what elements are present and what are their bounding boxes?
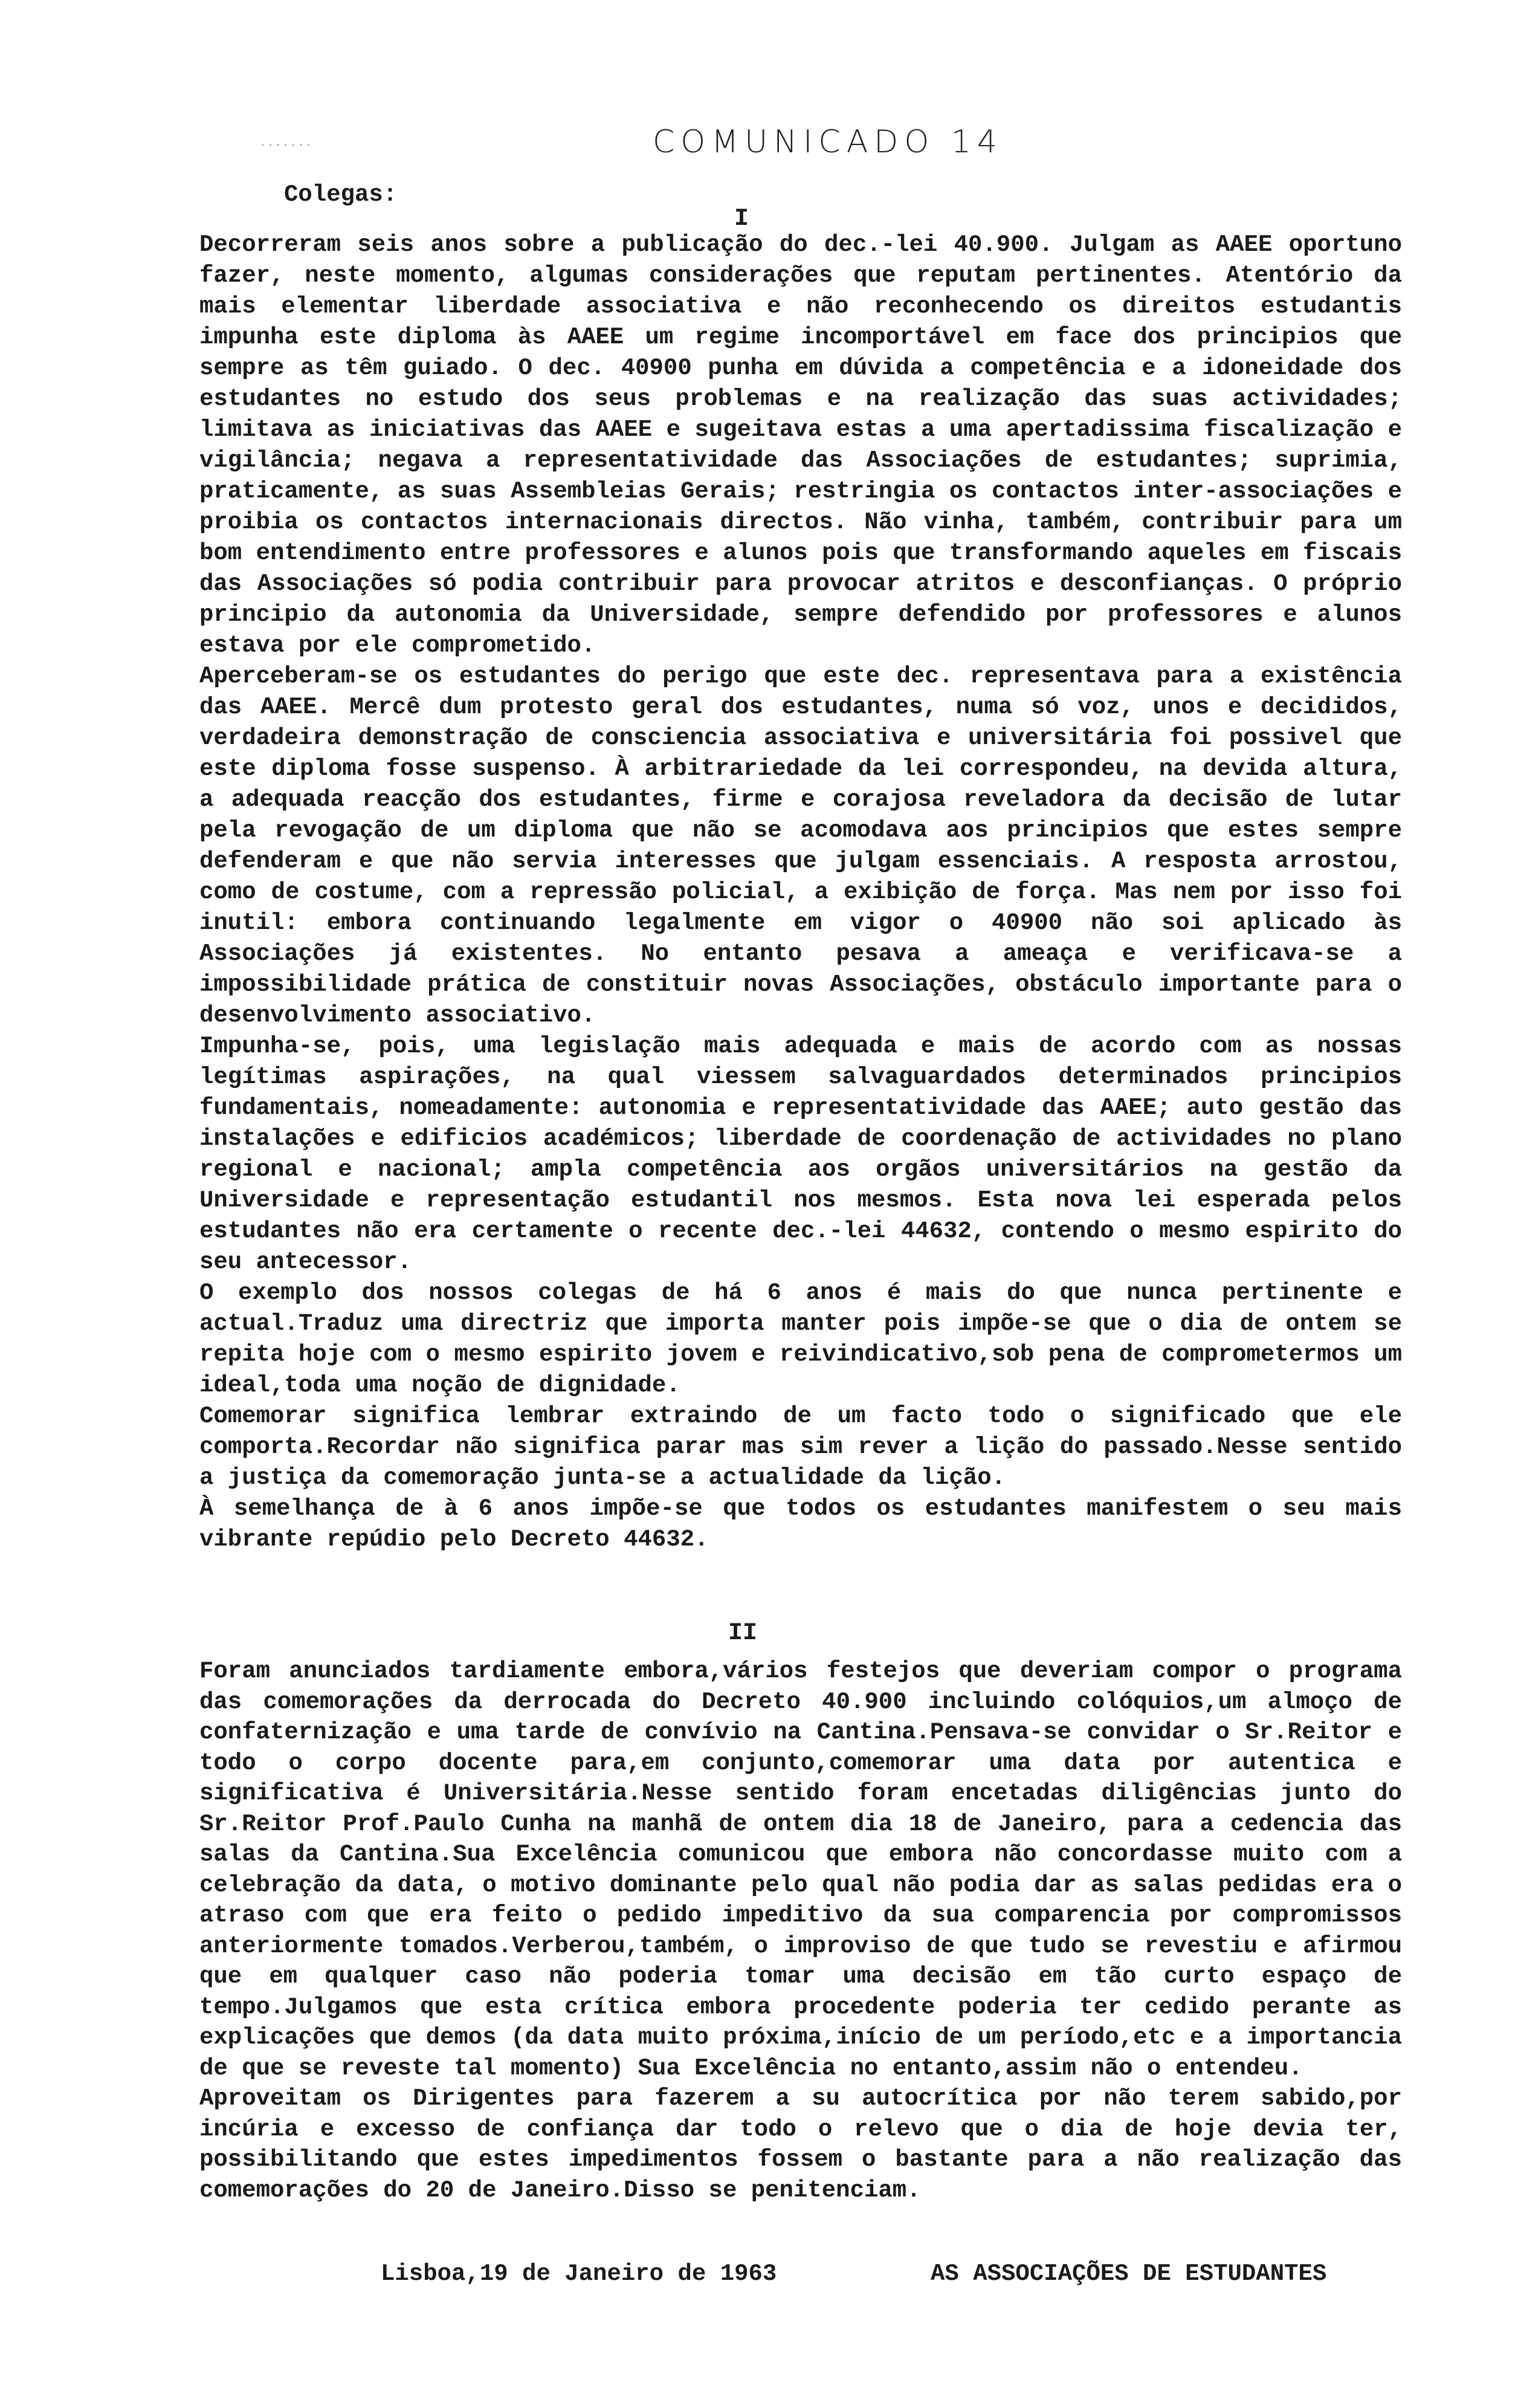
paragraph: À semelhança de à 6 anos impõe-se que todos os estudantes manifestem o seu mais vibrante repúdio pelo Decreto 44632. — [199, 1495, 1402, 1553]
section-numeral-2: II — [728, 1620, 758, 1647]
section-2-body — [199, 1656, 1402, 2206]
paragraph: Decorreram seis anos sobre a publicação do dec.-lei 40.900. Julgam as AAEE oportuno fazer, neste momento, algumas considerações que reputam pertinentes. Atentório da mais elementar liberdade associativa e não reconhecendo os direitos estudantis impunha este diploma às AAEE um regime incomportável em face dos principios que sempre as têm guiado. O dec. 40900 punha em dúvida a competência e a idoneidade dos estudantes no estudo dos seus problemas e na realização das suas actividades; limitava as iniciativas das AAEE e sugeitava estas a uma apertadissima fiscalização e vigilância; negava a representatividade das Associações de estudantes; suprimia, praticamente, as suas Assembleias Gerais; restringia os contactos inter-associações e proibia os contactos internacionais directos. Não vinha, também, contribuir para um bom entendimento entre professores e alunos pois que transformando aqueles em fiscais das Associações só podia contribuir para provocar atritos e desconfianças. O próprio principio da autonomia da Universidade, sempre defendido por professores e alunos estava por ele comprometido. — [199, 231, 1402, 659]
section-1-body — [199, 230, 1402, 1555]
place-date: Lisboa,19 de Janeiro de 1963 — [381, 2261, 777, 2287]
document-title: COMUNICADO 14 — [653, 124, 1003, 160]
section-numeral-1: I — [734, 206, 749, 233]
paragraph: Foram anunciados tardiamente embora,vários festejos que deveriam compor o programa das comemorações da derrocada do Decreto 40.900 incluindo colóquios,um almoço de confaternização e uma tarde de convívio na Cantina.Pensava-se convidar o Sr.Reitor e todo o corpo docente para,em conjunto,comemorar uma data por autentica e significativa é Universitária.Nesse sentido foram encetadas diligências junto do Sr.Reitor Prof.Paulo Cunha na manhã de ontem dia 18 de Janeiro, para a cedencia das salas da Cantina.Sua Excelência comunicou que embora não concordasse muito com a celebração da data, o motivo dominante pelo qual não podia dar as salas pedidas era o atraso com que era feito o pedido impeditivo da sua comparencia por compromissos anteriormente tomados.Verberou,também, o improviso de que tudo se revestiu e afirmou que em qualquer caso não poderia tomar uma decisão em tão curto espaço de tempo.Julgamos que esta crítica embora procedente poderia ter cedido perante as explicações que demos (da data muito próxima,início de um período,etc e a importancia de que se reveste tal momento) Sua Excelência no entanto,assim não o entendeu. — [199, 1658, 1402, 2082]
paragraph: Comemorar significa lembrar extraindo de um facto todo o significado que ele comporta.Recordar não significa parar mas sim rever a lição do passado.Nesse sentido a justiça da comemoração junta-se a actualidade da lição. — [199, 1403, 1402, 1491]
paragraph: Aperceberam-se os estudantes do perigo que este dec. representava para a existência das AAEE. Mercê dum protesto geral dos estudantes, numa só voz, unos e decididos, verdadeira demonstração de consciencia associativa e universitária foi possivel que este diploma fosse suspenso. À arbitrariedade da lei correspondeu, na devida altura, a adequada reacção dos estudantes, firme e corajosa reveladora da decisão de lutar pela revogação de um diploma que não se acomodava aos principios que estes sempre defenderam e que não servia interesses que julgam essenciais. A resposta arrostou, como de costume, com a repressão policial, a exibição de força. Mas nem por isso foi inutil: embora continuando legalmente em vigor o 40900 não soi aplicado às Associações já existentes. No entanto pesava a ameaça e verificava-se a impossibilidade prática de constituir novas Associações, obstáculo importante para o desenvolvimento associativo. — [199, 663, 1402, 1029]
paragraph: O exemplo dos nossos colegas de há 6 anos é mais do que nunca pertinente e actual.Traduz uma directriz que importa manter pois impõe-se que o dia de ontem se repita hoje com o mesmo espirito jovem e reivindicativo,sob pena de comprometermos um ideal,toda uma noção de dignidade. — [199, 1280, 1402, 1399]
paragraph: Impunha-se, pois, uma legislação mais adequada e mais de acordo com as nossas legítimas aspirações, na qual viessem salvaguardados determinados principios fundamentais, nomeadamente: autonomia e representatividade das AAEE; auto gestão das instalações e edificios académicos; liberdade de coordenação de actividades no plano regional e nacional; ampla competência aos orgãos universitários na gestão da Universidade e representação estudantil nos mesmos. Esta nova lei esperada pelos estudantes não era certamente o recente dec.-lei 44632, contendo o mesmo espirito do seu antecessor. — [199, 1033, 1402, 1275]
margin-dots: ....... — [260, 138, 314, 149]
paragraph: Aproveitam os Dirigentes para fazerem a su autocrítica por não terem sabido,por incúria e excesso de confiança dar todo o relevo que o dia de hoje devia ter, possibilitando que estes impedimentos fossem o bastante para a não realização das comemorações do 20 de Janeiro.Disso se penitenciam. — [199, 2085, 1402, 2204]
signature: AS ASSOCIAÇÕES DE ESTUDANTES — [931, 2261, 1327, 2287]
salutation: Colegas: — [284, 181, 398, 208]
